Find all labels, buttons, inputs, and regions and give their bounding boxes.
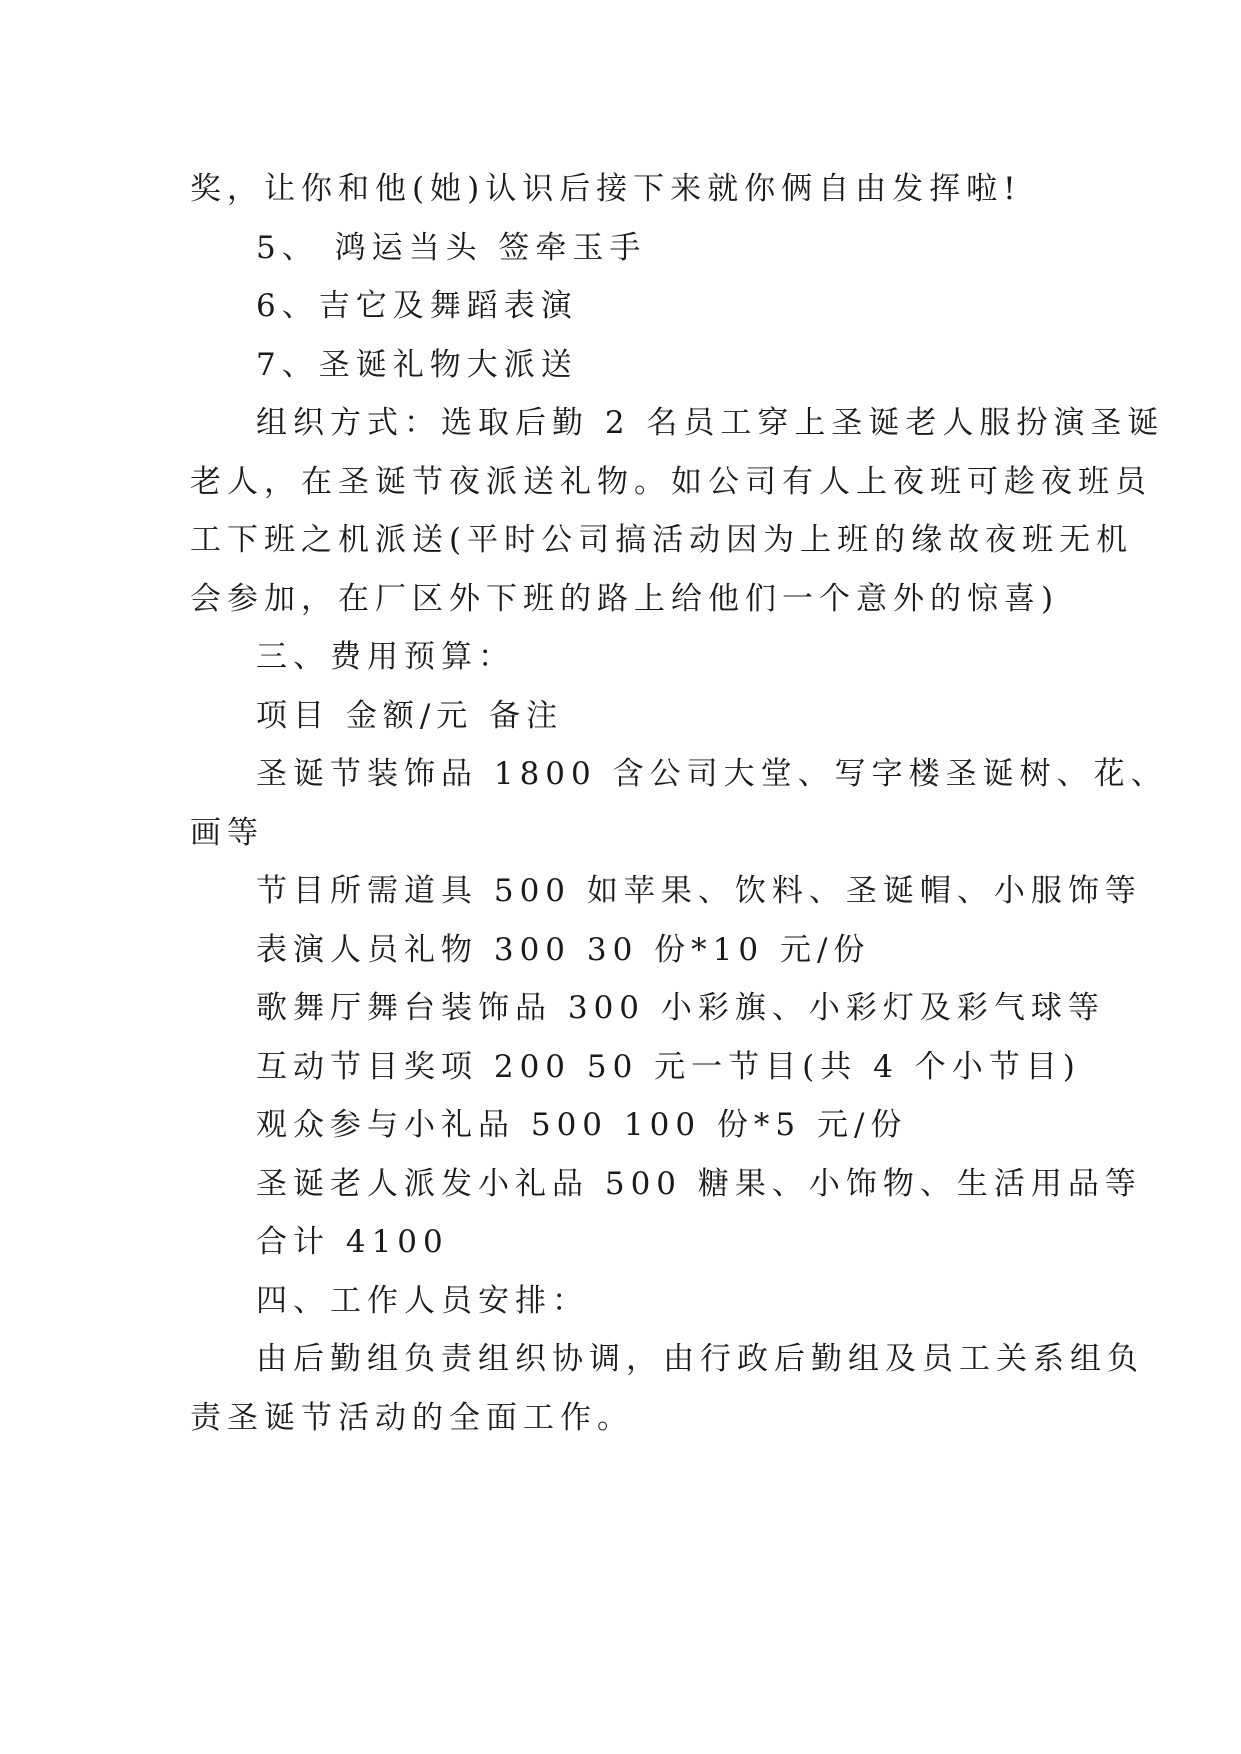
text-line: 责圣诞节活动的全面工作。 <box>190 1399 634 1436</box>
text-line: 工下班之机派送(平时公司搞活动因为上班的缘故夜班无机 <box>190 522 1134 558</box>
budget-total: 合计 4100 <box>256 1224 449 1260</box>
text-line: 会参加，在厂区外下班的路上给他们一个意外的惊喜) <box>190 580 1060 617</box>
budget-row-continuation: 画等 <box>190 814 264 851</box>
section-heading: 三、费用预算： <box>256 639 515 675</box>
budget-row: 节目所需道具 500 如苹果、饮料、圣诞帽、小服饰等 <box>256 873 1142 909</box>
budget-row: 圣诞节装饰品 1800 含公司大堂、写字楼圣诞树、花、 <box>256 756 1168 792</box>
text-line: 奖，让你和他(她)认识后接下来就你俩自由发挥啦! <box>190 171 1022 207</box>
budget-row: 观众参与小礼品 500 100 份*5 元/份 <box>256 1107 908 1143</box>
text-line: 组织方式：选取后勤 2 名员工穿上圣诞老人服扮演圣诞 <box>256 405 1165 441</box>
text-line: 6、吉它及舞蹈表演 <box>256 288 578 324</box>
text-line: 老人，在圣诞节夜派送礼物。如公司有人上夜班可趁夜班员 <box>190 463 1152 500</box>
budget-row: 圣诞老人派发小礼品 500 糖果、小饰物、生活用品等 <box>256 1165 1142 1202</box>
budget-header: 项目 金额/元 备注 <box>256 697 564 734</box>
text-line: 由后勤组负责组织协调，由行政后勤组及员工关系组负 <box>256 1341 1144 1377</box>
document-body <box>190 160 1168 1447</box>
budget-row: 歌舞厅舞台装饰品 300 小彩旗、小彩灯及彩气球等 <box>256 990 1105 1026</box>
budget-row: 表演人员礼物 300 30 份*10 元/份 <box>256 931 871 968</box>
text-line: 7、圣诞礼物大派送 <box>256 346 578 383</box>
section-heading: 四、工作人员安排： <box>256 1282 589 1319</box>
text-line: 5、 鸿运当头 签牵玉手 <box>256 229 647 266</box>
budget-row: 互动节目奖项 200 50 元一节目(共 4 个小节目) <box>256 1048 1081 1085</box>
